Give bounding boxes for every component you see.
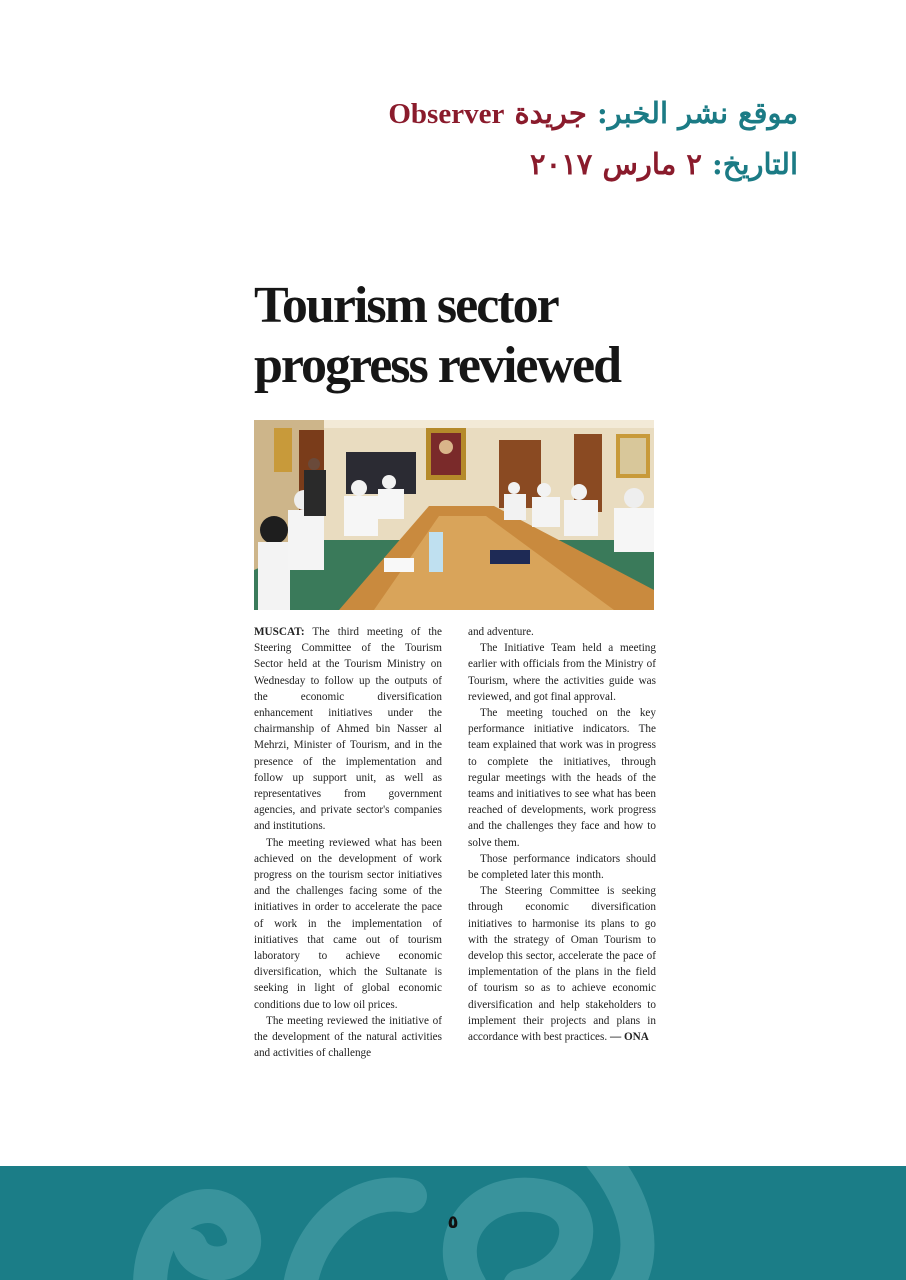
- meeting-photo-illustration: [254, 420, 654, 610]
- newspaper-clipping: [254, 240, 656, 1100]
- article-headline: [254, 276, 674, 396]
- article-column-1: [254, 624, 442, 1061]
- paragraph: The meeting reviewed the initiative of the development of the natural activities and activities of challenge: [254, 1014, 442, 1060]
- meeting-photo: [254, 420, 654, 610]
- source-label: موقع نشر الخبر:: [596, 96, 798, 130]
- source-name: جريدة: [514, 96, 587, 130]
- headline-line-2: progress reviewed: [254, 337, 621, 394]
- date-line: [278, 139, 798, 189]
- article-column-2: [468, 624, 656, 1061]
- paragraph: The meeting reviewed what has been achieved on the development of work progress on the tourism sector initiatives and the challenges facing some of the initiatives in order to accelerate the pace of work in the implementation of initiatives that came out of tourism laboratory to achieve economic diversification, which the Sultanate is seeking in light of global economic conditions due to low oil prices.: [254, 836, 442, 1011]
- byline: — ONA: [609, 1031, 649, 1044]
- paragraph: and adventure.: [468, 626, 534, 638]
- date-value: ٢ مارس ٢٠١٧: [530, 147, 702, 181]
- source-publication: Observer: [388, 98, 505, 130]
- page-number: ٥: [447, 1212, 459, 1233]
- paragraph-text: The third meeting of the Steering Committee of the Tourism Sector held at the Tourism Ministry on Wednesday to follow up the outputs of the economic diversification enhancement initiatives under the chairmanship of Ahmed bin Nasser al Mehrzi, Minister of Tourism, and in the presence of the implementation and follow up support unit, as well as representatives from government agencies, and private sector's companies and institutions.: [254, 626, 442, 833]
- publication-line: [278, 88, 798, 139]
- paragraph: The meeting touched on the key performance initiative indicators. The team explained that work was in progress to complete the initiatives, through regular meetings with the heads of the teams and initiatives to see what has been reached of developments, work progress and the challenges they face and how to solve them.: [468, 707, 656, 849]
- dateline: MUSCAT:: [254, 626, 305, 638]
- paragraph-text: The Steering Committee is seeking through economic diversification initiatives to harmonise its plans to go with the strategy of Oman Tourism to develop this sector, accelerate the pace of implementation of the plans in the field of tourism so as to achieve economic diversification and help stakeholders to implement their projects and plans in accordance with best practices.: [468, 885, 656, 1044]
- arabic-header: [278, 88, 798, 189]
- paragraph: [468, 883, 656, 1045]
- paragraph: The Initiative Team held a meeting earlier with officials from the Ministry of Tourism, where the activities guide was reviewed, and got final approval.: [468, 642, 656, 703]
- paragraph: [254, 624, 442, 835]
- headline-line-1: Tourism sector: [254, 277, 558, 334]
- date-label: التاريخ:: [712, 147, 798, 181]
- paragraph: Those performance indicators should be completed later this month.: [468, 852, 656, 882]
- article-body: [254, 624, 656, 1061]
